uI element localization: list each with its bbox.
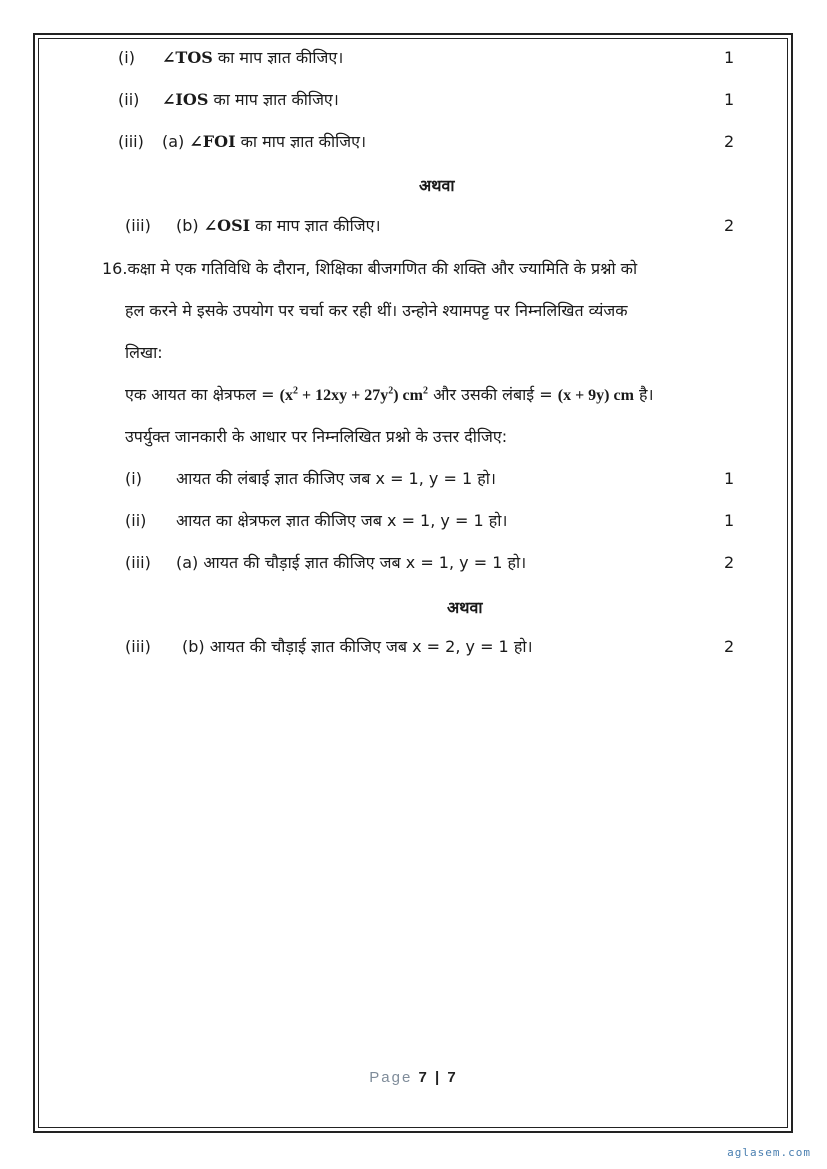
angle-symbol: ∠OSI [203, 216, 251, 235]
page-current: 7 [418, 1069, 429, 1086]
or-label: अथवा [447, 598, 483, 617]
length-expression: (x + 9y) cm [557, 387, 634, 404]
q16-line1 [102, 259, 637, 279]
part-number: (i) [118, 48, 135, 67]
area-expression: $(x^2 + 12xy + 27y^2)$ $cm^2$ [279, 385, 428, 404]
part-text: (a) आयत की चौड़ाई ज्ञात कीजिए जब x = 1, y = 1 हो। [176, 553, 527, 572]
page-label: Page [369, 1069, 419, 1086]
marks: 1 [724, 48, 735, 67]
page-total: 7 [447, 1069, 458, 1086]
and-text: और उसकी लंबाई = [427, 385, 558, 404]
area-text: एक आयत का क्षेत्रफल = [125, 385, 280, 404]
q16-instruction: उपर्युक्त जानकारी के आधार पर निम्नलिखित प्रश्नो के उत्तर दीजिए: [125, 427, 508, 446]
part-number: (ii) [125, 511, 147, 530]
angle-symbol: ∠IOS [162, 90, 209, 109]
part-number: (i) [125, 469, 142, 488]
part-number: (iii) [125, 216, 151, 235]
marks: 2 [724, 553, 735, 572]
marks: 1 [724, 469, 735, 488]
part-text: आयत का क्षेत्रफल ज्ञात कीजिए जब x = 1, y = 1 हो। [176, 511, 508, 530]
marks: 2 [724, 216, 735, 235]
part-text: (b) आयत की चौड़ाई ज्ञात कीजिए जब x = 2, y = 1 हो। [182, 637, 533, 656]
part-number: (iii) [125, 553, 151, 572]
watermark-text: aglasem.com [727, 1146, 811, 1159]
marks: 2 [724, 637, 735, 656]
q16-area-statement [125, 385, 654, 406]
part-number: (iii) [118, 132, 144, 151]
question-number: 16. [102, 259, 128, 278]
q16-line3: लिखा: [125, 343, 163, 362]
part-number: (iii) [125, 637, 151, 656]
part-text: का माप ज्ञात कीजिए। [208, 90, 339, 109]
part-text: का माप ज्ञात कीजिए। [235, 132, 367, 151]
part-text: का माप ज्ञात कीजिए। [212, 48, 344, 67]
angle-symbol: ∠FOI [189, 132, 236, 151]
part-number: (ii) [118, 90, 140, 109]
is-text: है। [633, 385, 654, 404]
page-footer [0, 1069, 827, 1086]
q16-line2: हल करने मे इसके उपयोग पर चर्चा कर रही थीं। उन्होने श्यामपट्ट पर निम्नलिखित व्यंजक [125, 301, 628, 320]
question-text: कक्षा मे एक गतिविधि के दौरान, शिक्षिका बीजगणित की शक्ति और ज्यामिति के प्रश्नो को [127, 259, 638, 278]
or-label: अथवा [419, 176, 455, 195]
page-border-inner [38, 38, 788, 1128]
part-prefix: (a) [162, 132, 190, 151]
part-text: का माप ज्ञात कीजिए। [250, 216, 381, 235]
part-text: आयत की लंबाई ज्ञात कीजिए जब x = 1, y = 1 हो। [176, 469, 496, 488]
angle-symbol: ∠TOS [162, 48, 213, 67]
marks: 1 [724, 511, 735, 530]
page-separator: | [428, 1069, 448, 1086]
marks: 2 [724, 132, 735, 151]
part-prefix: (b) [176, 216, 204, 235]
marks: 1 [724, 90, 735, 109]
